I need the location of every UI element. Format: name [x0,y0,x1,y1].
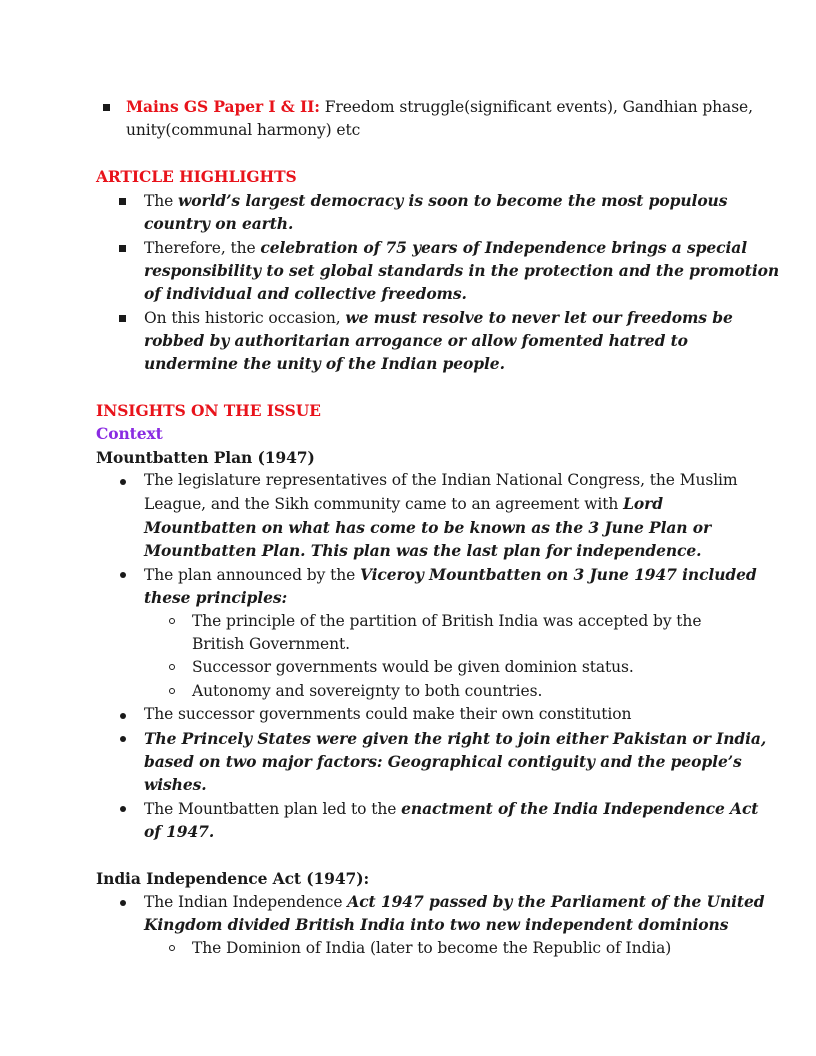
square-bullet-icon [119,245,126,252]
highlight-3-line-3: undermine the unity of the Indian people. [144,354,505,373]
mb-point-5-line-1 [144,797,758,821]
highlight-1-line-2: country on earth. [144,214,294,233]
square-bullet-icon [103,104,110,111]
mb-point-5-prefix: The Mountbatten plan led to the [144,800,402,818]
mb-point-2-line-2: these principles: [144,588,288,607]
round-bullet-icon [120,713,126,719]
mb-point-1-line-4: Mountbatten Plan. This plan was the last plan for independence. [144,541,702,560]
round-bullet-icon [120,572,126,578]
act-point-1-line-2: Kingdom divided British India into two new independent dominions [144,915,729,934]
context-heading: Context [96,424,163,443]
mountbatten-plan-title: Mountbatten Plan (1947) [96,448,315,467]
mb-sub-3: Autonomy and sovereignty to both countries. [192,682,543,700]
round-bullet-icon [120,736,126,742]
mains-line-1 [126,95,753,119]
round-bullet-icon [120,806,126,812]
highlight-3-line-1 [144,306,733,330]
highlight-1-emphasis: world’s largest democracy is soon to become the most populous [178,191,728,210]
hollow-bullet-icon [169,618,175,624]
hollow-bullet-icon [169,688,175,694]
mb-point-1-line-3: Mountbatten on what has come to be known as the 3 June Plan or [144,518,712,537]
independence-act-title: India Independence Act (1947): [96,869,370,888]
highlight-2-line-1 [144,236,747,260]
mains-line-2: unity(communal harmony) etc [126,121,361,139]
mb-point-4-line-1: The Princely States were given the right to join either Pakistan or India, [144,729,767,748]
mb-point-2-line-1 [144,563,757,587]
act-point-1-prefix: The Indian Independence [144,893,348,911]
mb-point-1-text: League, and the Sikh community came to an agreement with [144,495,624,513]
mb-point-3: The successor governments could make their own constitution [144,705,632,723]
square-bullet-icon [119,315,126,322]
mb-point-1-line-2 [144,492,663,516]
mb-sub-1-line-2: British Government. [192,635,350,653]
mb-sub-2: Successor governments would be given dominion status. [192,658,634,676]
highlight-2-line-3: of individual and collective freedoms. [144,284,467,303]
article-highlights-heading: ARTICLE HIGHLIGHTS [96,167,297,186]
mb-sub-1-line-1: The principle of the partition of British India was accepted by the [192,612,702,630]
round-bullet-icon [120,479,126,485]
mb-point-5-line-2: of 1947. [144,822,215,841]
mb-point-1-line-1: The legislature representatives of the Indian National Congress, the Muslim [144,471,738,489]
mb-point-4-line-3: wishes. [144,775,207,794]
act-sub-1: The Dominion of India (later to become the Republic of India) [192,939,672,957]
insights-heading: INSIGHTS ON THE ISSUE [96,401,321,420]
highlight-2-emphasis: celebration of 75 years of Independence brings a special [260,238,748,257]
mb-point-1-emphasis: Lord [623,494,663,513]
hollow-bullet-icon [169,664,175,670]
act-point-1-emphasis: Act 1947 passed by the Parliament of the United [347,892,765,911]
highlight-3-line-2: robbed by authoritarian arrogance or allow fomented hatred to [144,331,688,350]
highlight-3-prefix: On this historic occasion, [144,309,346,327]
highlight-1-line-1 [144,189,727,213]
round-bullet-icon [120,900,126,906]
mains-label: Mains GS Paper I & II: [126,97,320,116]
mb-point-2-prefix: The plan announced by the [144,566,360,584]
mb-point-2-emphasis: Viceroy Mountbatten on 3 June 1947 included [359,565,757,584]
act-point-1-line-1 [144,890,765,914]
square-bullet-icon [119,198,126,205]
highlight-1-prefix: The [144,192,179,210]
highlight-2-prefix: Therefore, the [144,239,261,257]
highlight-2-line-2: responsibility to set global standards in the protection and the promotion [144,261,780,280]
mb-point-5-emphasis: enactment of the India Independence Act [401,799,759,818]
mains-text: Freedom struggle(significant events), Gandhian phase, [319,98,753,116]
hollow-bullet-icon [169,945,175,951]
highlight-3-emphasis: we must resolve to never let our freedoms be [345,308,733,327]
mb-point-4-line-2: based on two major factors: Geographical contiguity and the people’s [144,752,742,771]
